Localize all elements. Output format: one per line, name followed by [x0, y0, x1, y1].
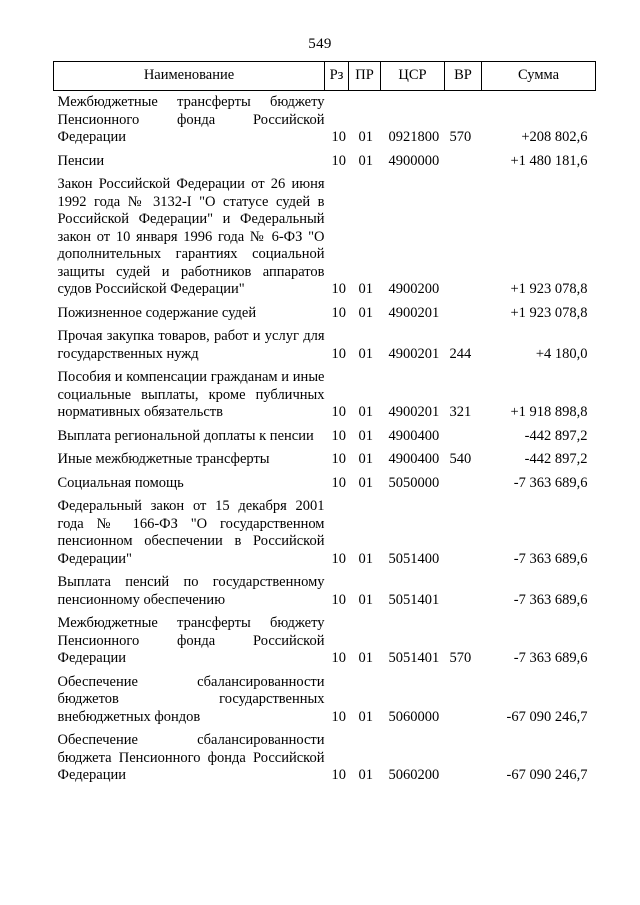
- row-vr: 321: [449, 404, 472, 420]
- row-pr: 01: [358, 591, 373, 608]
- row-name: Прочая закупка товаров, работ и услуг для государственных нужд: [57, 328, 325, 362]
- header-csr: ЦСР: [381, 62, 445, 91]
- row-vr: [445, 571, 482, 612]
- row-sum: -442 897,2: [524, 427, 588, 444]
- row-vr: 570: [449, 129, 472, 145]
- row-sum: -7 363 689,6: [513, 474, 588, 491]
- row-vr: [445, 729, 482, 788]
- row-csr: 5060000: [388, 708, 440, 725]
- table-row: [54, 302, 596, 326]
- row-name: Социальная помощь: [57, 474, 184, 491]
- row-pr: 01: [358, 767, 373, 783]
- row-pr: 01: [358, 708, 373, 725]
- table-row: [54, 671, 596, 730]
- row-name: Пособия и компенсации гражданам и иные социальные выплаты, кроме публичных нормативных обязательств: [57, 369, 325, 420]
- row-rz: 10: [331, 152, 346, 169]
- row-sum: -442 897,2: [524, 451, 588, 467]
- table-row: [54, 173, 596, 302]
- row-sum: -67 090 246,7: [506, 767, 588, 783]
- row-csr: 5060200: [388, 767, 440, 783]
- table-header: [54, 62, 596, 91]
- row-name: Выплата пенсий по государственному пенсионному обеспечению: [57, 574, 325, 608]
- row-pr: 01: [358, 451, 373, 467]
- row-csr: 5050000: [388, 474, 440, 491]
- row-rz: 10: [331, 451, 346, 467]
- table-row: [54, 472, 596, 496]
- row-pr: 01: [358, 129, 373, 145]
- row-vr: [445, 671, 482, 730]
- row-csr: 5051401: [388, 591, 440, 608]
- table-row: [54, 150, 596, 174]
- table-row: [54, 495, 596, 571]
- row-vr: [445, 302, 482, 326]
- page-number: 549: [308, 36, 332, 52]
- row-vr: [445, 173, 482, 302]
- row-pr: 01: [358, 152, 373, 169]
- row-vr: 540: [449, 451, 472, 467]
- row-csr: 5051401: [388, 650, 440, 666]
- row-csr: 4900000: [388, 152, 440, 169]
- row-vr: 244: [449, 345, 472, 362]
- row-rz: 10: [331, 474, 346, 491]
- row-pr: 01: [358, 304, 373, 321]
- header-rz: Рз: [325, 62, 349, 91]
- row-rz: 10: [331, 550, 346, 567]
- table-row: [54, 425, 596, 449]
- row-csr: 4900201: [388, 304, 440, 321]
- row-csr: 4900201: [388, 404, 440, 420]
- row-vr: [445, 150, 482, 174]
- row-sum: -7 363 689,6: [513, 650, 588, 666]
- header-name: Наименование: [54, 62, 325, 91]
- row-vr: 570: [449, 650, 472, 666]
- row-vr: [445, 495, 482, 571]
- row-csr: 4900200: [388, 281, 440, 297]
- row-sum: -7 363 689,6: [513, 550, 588, 567]
- row-pr: 01: [358, 404, 373, 420]
- row-rz: 10: [331, 708, 346, 725]
- row-vr: [445, 425, 482, 449]
- row-rz: 10: [331, 650, 346, 666]
- row-csr: 4900201: [388, 345, 440, 362]
- row-name: Выплата региональной доплаты к пенсии: [57, 427, 314, 444]
- row-rz: 10: [331, 129, 346, 145]
- table-row: [54, 366, 596, 425]
- row-pr: 01: [358, 281, 373, 297]
- row-name: Иные межбюджетные трансферты: [57, 451, 270, 467]
- row-name: Закон Российской Федерации от 26 июня 1992 года № 3132-I "О статусе судей в Российской Федерации" и Федеральный закон от 10 января 1996 года № 6-ФЗ "О дополнительных гарантиях социальной защиты судей и работников аппаратов судов Российской Федерации": [57, 176, 325, 297]
- row-name: Межбюджетные трансферты бюджету Пенсионного фонда Российской Федерации: [57, 615, 325, 666]
- row-sum: -67 090 246,7: [506, 708, 588, 725]
- row-rz: 10: [331, 427, 346, 444]
- table-row: [54, 729, 596, 788]
- row-sum: +4 180,0: [535, 345, 588, 362]
- row-pr: 01: [358, 345, 373, 362]
- header-row: [54, 62, 596, 91]
- row-rz: 10: [331, 767, 346, 783]
- row-sum: +1 918 898,8: [510, 404, 588, 420]
- row-rz: 10: [331, 345, 346, 362]
- header-sum: Сумма: [482, 62, 596, 91]
- row-pr: 01: [358, 474, 373, 491]
- row-rz: 10: [331, 304, 346, 321]
- row-name: Пенсии: [57, 152, 105, 169]
- row-csr: 4900400: [388, 427, 440, 444]
- row-rz: 10: [331, 281, 346, 297]
- row-csr: 5051400: [388, 550, 440, 567]
- row-sum: +1 480 181,6: [510, 152, 588, 169]
- table-row: [54, 571, 596, 612]
- row-csr: 0921800: [388, 129, 440, 145]
- table-row: [54, 612, 596, 671]
- row-name: Обеспечение сбалансированности бюджетов государственных внебюджетных фондов: [57, 673, 325, 725]
- row-name: Федеральный закон от 15 декабря 2001 года № 166-ФЗ "О государственном пенсионном обеспечении в Российской Федерации": [57, 498, 325, 567]
- row-name: Обеспечение сбалансированности бюджета Пенсионного фонда Российской Федерации: [57, 732, 325, 783]
- row-pr: 01: [358, 550, 373, 567]
- row-pr: 01: [358, 650, 373, 666]
- row-name: Межбюджетные трансферты бюджету Пенсионного фонда Российской Федерации: [57, 94, 325, 145]
- row-sum: +1 923 078,8: [510, 304, 588, 321]
- row-vr: [445, 472, 482, 496]
- row-csr: 4900400: [388, 451, 440, 467]
- row-name: Пожизненное содержание судей: [57, 304, 257, 321]
- row-sum: -7 363 689,6: [513, 591, 588, 608]
- budget-table: [53, 61, 596, 788]
- table-row: [54, 325, 596, 366]
- table-row: [54, 91, 596, 150]
- row-rz: 10: [331, 404, 346, 420]
- header-pr: ПР: [349, 62, 381, 91]
- row-pr: 01: [358, 427, 373, 444]
- table-body: [54, 91, 596, 788]
- row-sum: +1 923 078,8: [510, 281, 588, 297]
- row-sum: +208 802,6: [521, 129, 588, 145]
- table-row: [54, 448, 596, 472]
- row-rz: 10: [331, 591, 346, 608]
- header-vr: ВР: [445, 62, 482, 91]
